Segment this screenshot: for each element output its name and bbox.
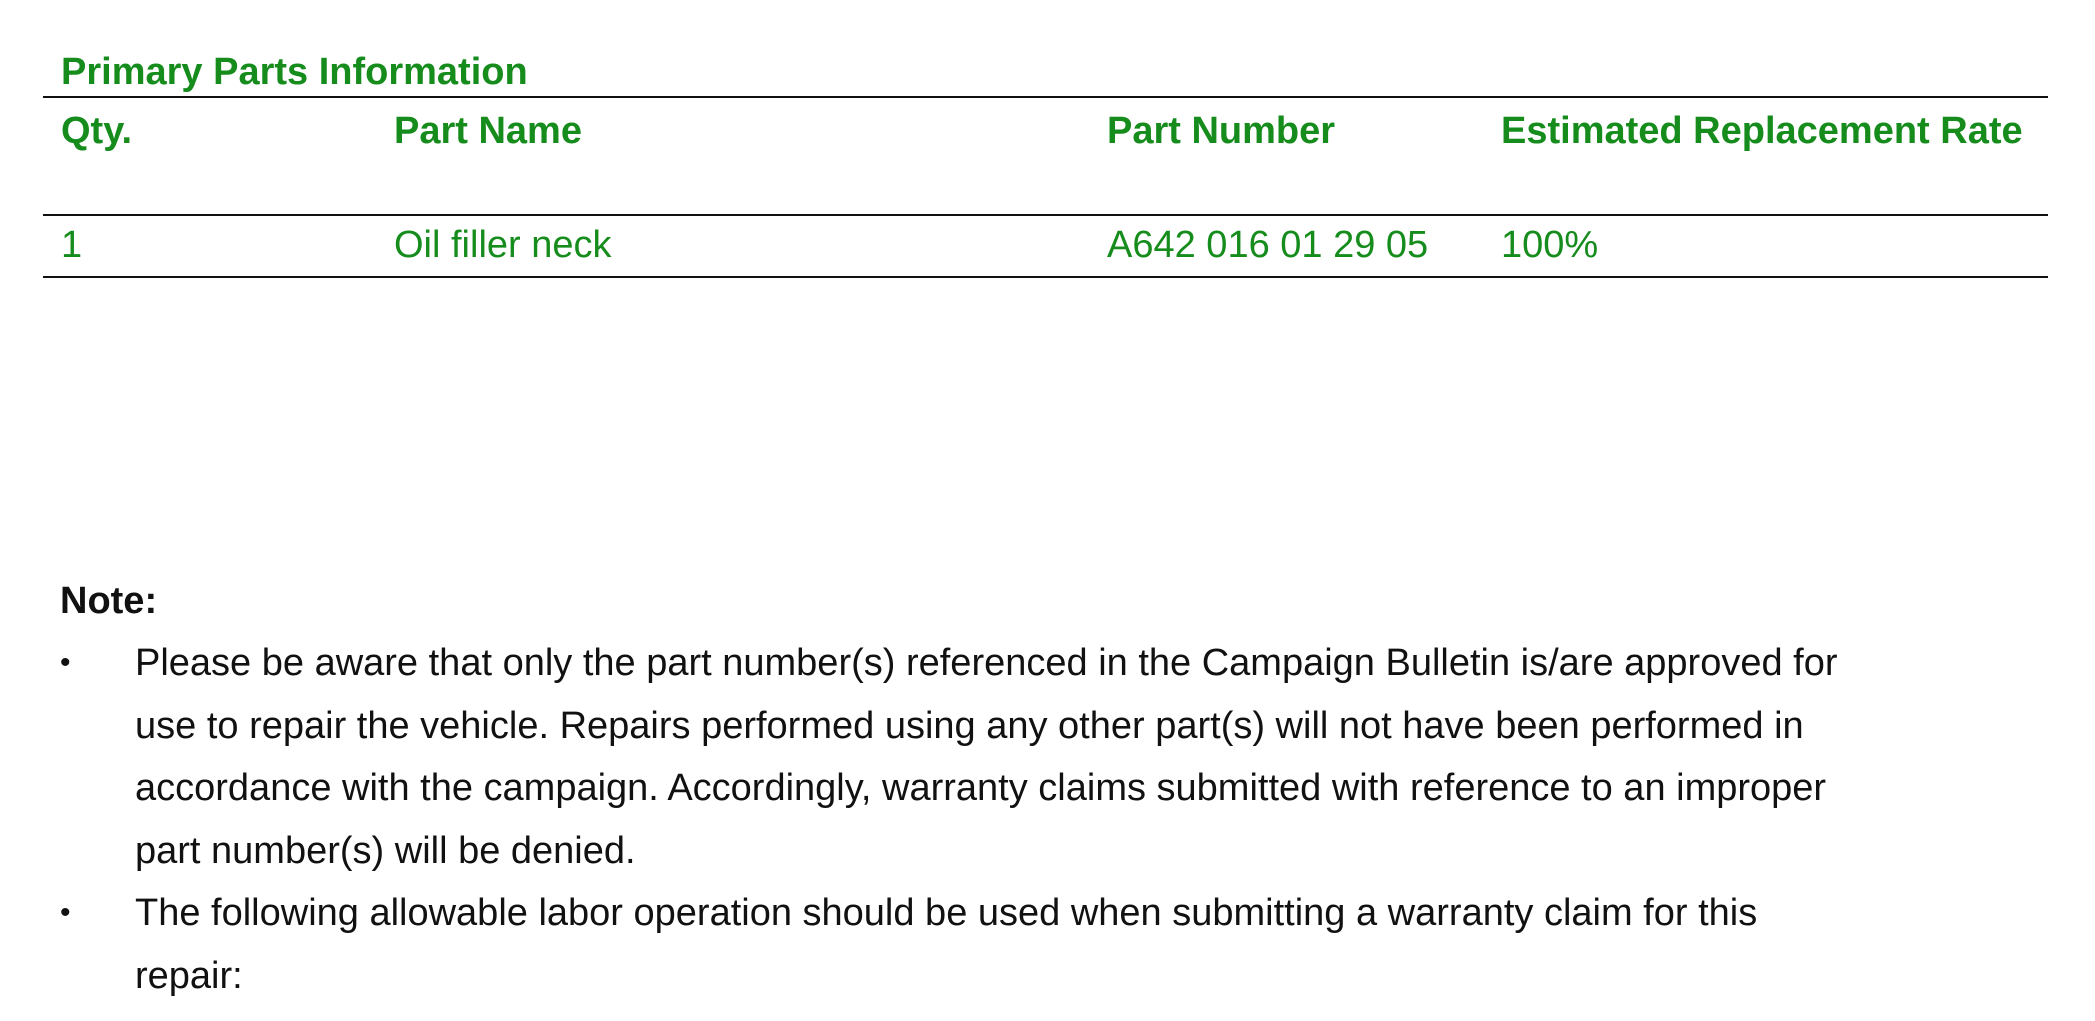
note-item [60, 632, 1875, 882]
note-item [60, 882, 1875, 1007]
note-label: Note: [60, 580, 158, 622]
note-item-text: The following allowable labor operation should be used when submitting a warranty claim for this repair: [135, 892, 1758, 997]
table-cell-qty: 1 [61, 224, 83, 266]
column-header-part-number: Part Number [1107, 110, 1336, 152]
table-top-rule [43, 96, 2048, 98]
section-title: Primary Parts Information [61, 51, 528, 93]
bullet-icon: • [60, 896, 71, 929]
column-header-part-name: Part Name [394, 110, 582, 152]
note-item-text: Please be aware that only the part number(s) referenced in the Campaign Bulletin is/are approved for use to repair the vehicle. Repairs performed using any other part(s) will not have been performed in accordance with the campaign. Accordingly, warranty claims submitted with reference to an improper part number(s) will be denied. [135, 642, 1838, 872]
table-bottom-rule [43, 276, 2048, 278]
table-cell-replacement-rate: 100% [1501, 224, 1599, 266]
bullet-icon: • [60, 646, 71, 679]
note-list [60, 632, 1960, 1007]
note-section [60, 570, 1960, 1007]
column-header-qty: Qty. [61, 110, 133, 152]
column-header-replacement-rate: Estimated Replacement Rate [1501, 110, 2023, 152]
table-cell-part-number: A642 016 01 29 05 [1107, 224, 1429, 266]
table-cell-part-name: Oil filler neck [394, 224, 612, 266]
